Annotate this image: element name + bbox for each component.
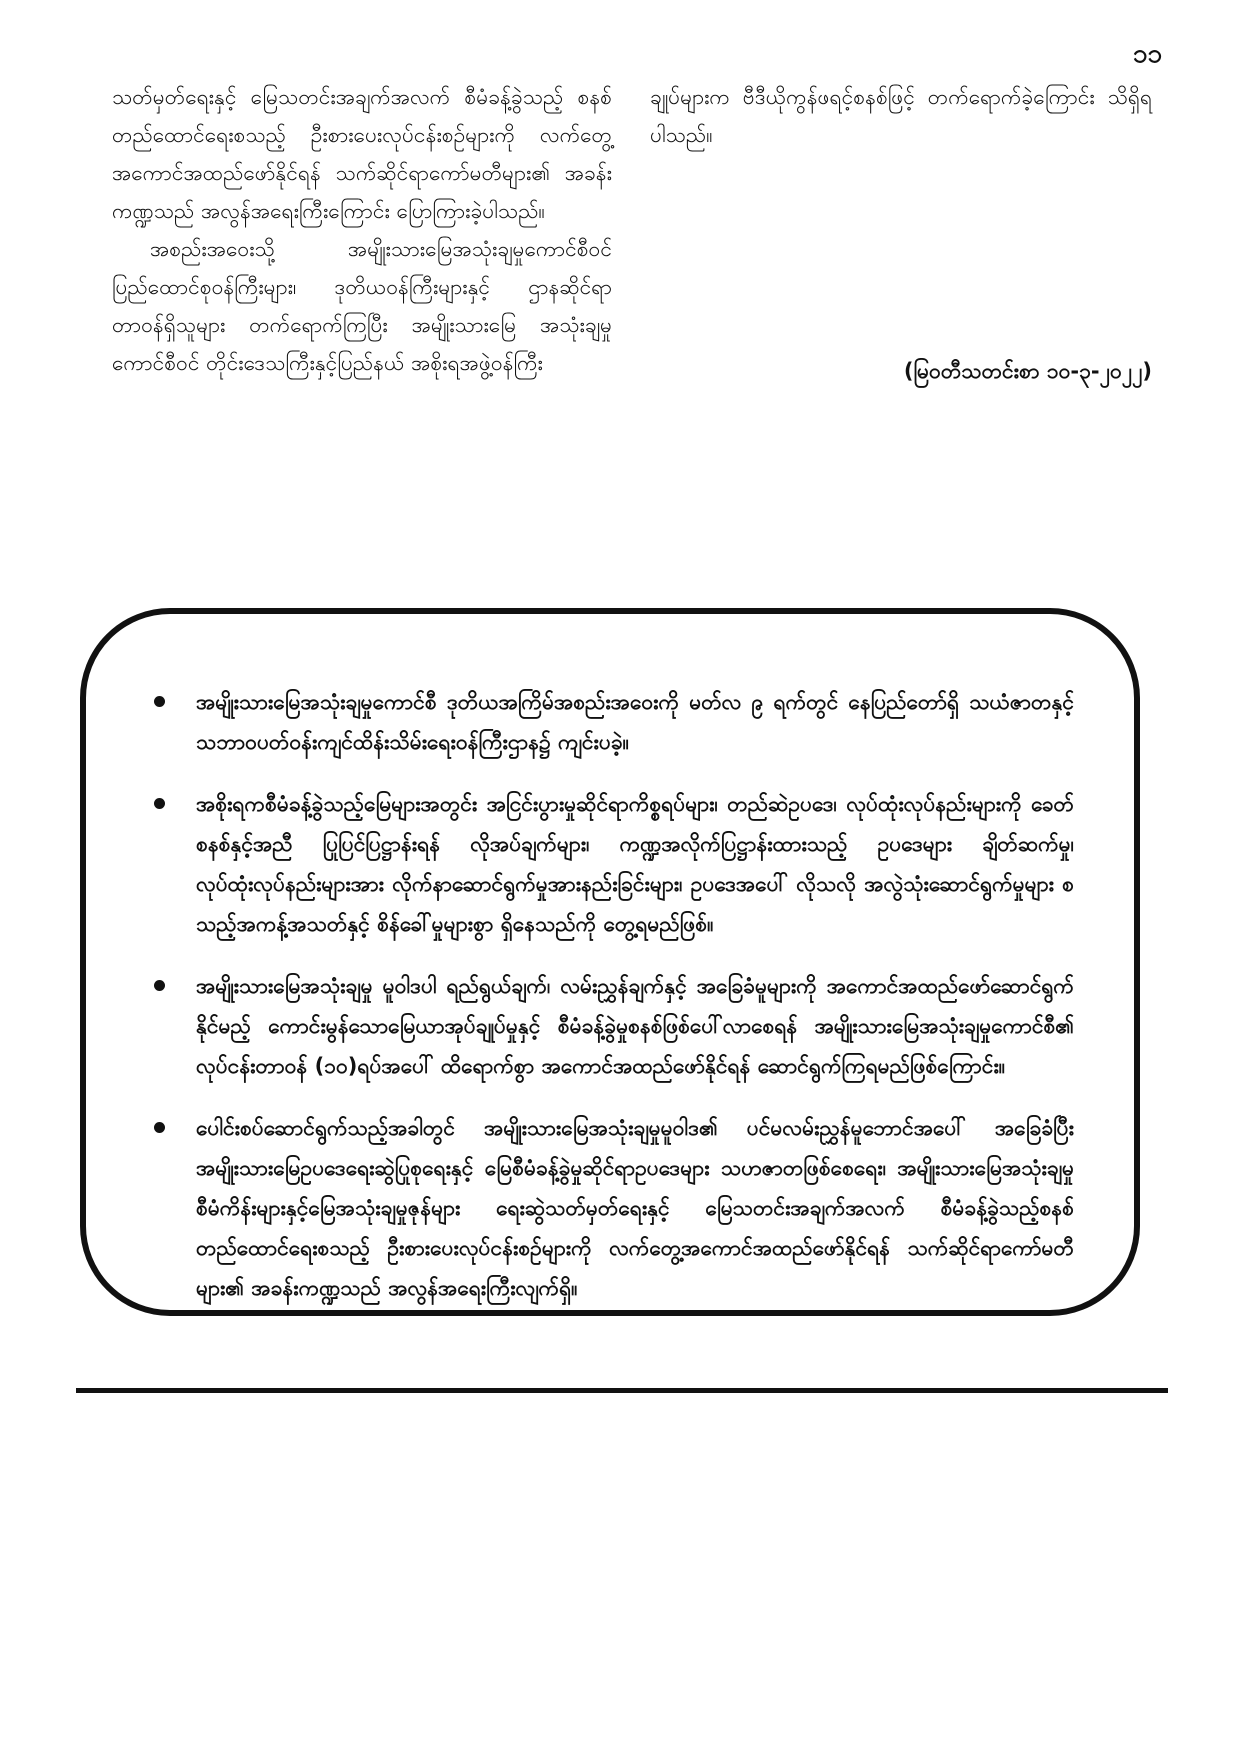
bullet-icon [154,980,165,991]
article-paragraph-continued: ချုပ်များက ဗီဒီယိုကွန်ဖရင့်စနစ်ဖြင့် တက်ရောက်ခဲ့ကြောင်း သိရှိရပါသည်။ [650,85,1152,147]
summary-bullet-item [146,1108,1074,1308]
summary-bullet-item [146,682,1074,762]
bullet-icon [154,798,165,809]
source-citation: (မြဝတီသတင်းစာ ၁၀-၃-၂၀၂၂) [903,359,1152,383]
summary-bullet-list [146,682,1074,1308]
article-paragraph-2: အစည်းအဝေးသို့ အမျိုးသားမြေအသုံးချမှုကောင်စီဝင် ပြည်ထောင်စုဝန်ကြီးများ၊ ဒုတိယဝန်ကြီးများနှင့် ဌာနဆိုင်ရာတာဝန်ရှိသူများ တက်ရောက်ကြပြီး အမျိုးသားမြေ အသုံးချမှုကောင်စီဝင် တိုင်းဒေသကြီးနှင့်ပြည်နယ် အစိုးရအဖွဲ့ဝန်ကြီး [112,237,612,375]
horizontal-divider [76,1388,1168,1393]
summary-bullet-item [146,966,1074,1086]
summary-bullet-text: အစိုးရကစီမံခန့်ခွဲသည့်မြေများအတွင်း အငြင်းပွားမှုဆိုင်ရာကိစ္စရပ်များ၊ တည်ဆဲဥပဒေ၊ လုပ်ထုံးလုပ်နည်းများကို ခေတ်စနစ်နှင့်အညီ ပြုပြင်ပြဋ္ဌာန်းရန် လိုအပ်ချက်များ၊ ကဏ္ဍအလိုက်ပြဋ္ဌာန်းထားသည့် ဥပဒေများ ချိတ်ဆက်မှု၊ လုပ်ထုံးလုပ်နည်းများအား လိုက်နာဆောင်ရွက်မှုအားနည်းခြင်းများ၊ ဥပဒေအပေါ် လိုသလို အလွဲသုံးဆောင်ရွက်မှုများ စသည့်အကန့်အသတ်နှင့် စိန်ခေါ်မှုများစွာ ရှိနေသည်ကို တွေ့ရမည်ဖြစ်။ [196,792,1074,936]
article-paragraph-1: သတ်မှတ်ရေးနှင့် မြေသတင်းအချက်အလက် စီမံခန့်ခွဲသည့် စနစ်တည်ထောင်ရေးစသည့် ဦးစားပေးလုပ်ငန်းစဉ်များကို လက်တွေ့အကောင်အထည်ဖော်နိုင်ရန် သက်ဆိုင်ရာကော်မတီများ၏ အခန်းကဏ္ဍသည် အလွန်အရေးကြီးကြောင်း ပြောကြားခဲ့ပါသည်။ [112,85,612,223]
page-number: ၁၁ [1132,39,1162,69]
summary-bullet-text: ပေါင်းစပ်ဆောင်ရွက်သည့်အခါတွင် အမျိုးသားမြေအသုံးချမှုမူဝါဒ၏ ပင်မလမ်းညွှန်မူဘောင်အပေါ် အခြေခံပြီး အမျိုးသားမြေဥပဒေရေးဆွဲပြုစုရေးနှင့် မြေစီမံခန့်ခွဲမှုဆိုင်ရာဥပဒေများ သဟဇာတဖြစ်စေရေး၊ အမျိုးသားမြေအသုံးချမှုစီမံကိန်းများနှင့်မြေအသုံးချမှုဇုန်များ ရေးဆွဲသတ်မှတ်ရေးနှင့် မြေသတင်းအချက်အလက် စီမံခန့်ခွဲသည့်စနစ်တည်ထောင်ရေးစသည့် ဦးစားပေးလုပ်ငန်းစဉ်များကို လက်တွေ့အကောင်အထည်ဖော်နိုင်ရန် သက်ဆိုင်ရာကော်မတီများ၏ အခန်းကဏ္ဍသည် အလွန်အရေးကြီးလျက်ရှိ။ [196,1116,1074,1300]
article-columns [112,78,1152,438]
summary-box [80,608,1140,1316]
bullet-icon [154,1122,165,1133]
article-left-column [112,78,612,382]
bullet-icon [154,696,165,707]
article-right-column [650,78,1152,154]
summary-bullet-text: အမျိုးသားမြေအသုံးချမှု မူဝါဒပါ ရည်ရွယ်ချက်၊ လမ်းညွှန်ချက်နှင့် အခြေခံမူများကို အကောင်အထည်ဖော်ဆောင်ရွက်နိုင်မည့် ကောင်းမွန်သောမြေယာအုပ်ချုပ်မှုနှင့် စီမံခန့်ခွဲမှုစနစ်ဖြစ်ပေါ်လာစေရန် အမျိုးသားမြေအသုံးချမှုကောင်စီ၏ လုပ်ငန်းတာဝန် (၁၀)ရပ်အပေါ် ထိရောက်စွာ အကောင်အထည်ဖော်နိုင်ရန် ဆောင်ရွက်ကြရမည်ဖြစ်ကြောင်း။ [196,974,1074,1078]
summary-bullet-item [146,784,1074,944]
summary-bullet-text: အမျိုးသားမြေအသုံးချမှုကောင်စီ ဒုတိယအကြိမ်အစည်းအဝေးကို မတ်လ ၉ ရက်တွင် နေပြည်တော်ရှိ သယံဇာတနှင့်သဘာဝပတ်ဝန်းကျင်ထိန်းသိမ်းရေးဝန်ကြီးဌာန၌ ကျင်းပခဲ့။ [196,690,1074,754]
